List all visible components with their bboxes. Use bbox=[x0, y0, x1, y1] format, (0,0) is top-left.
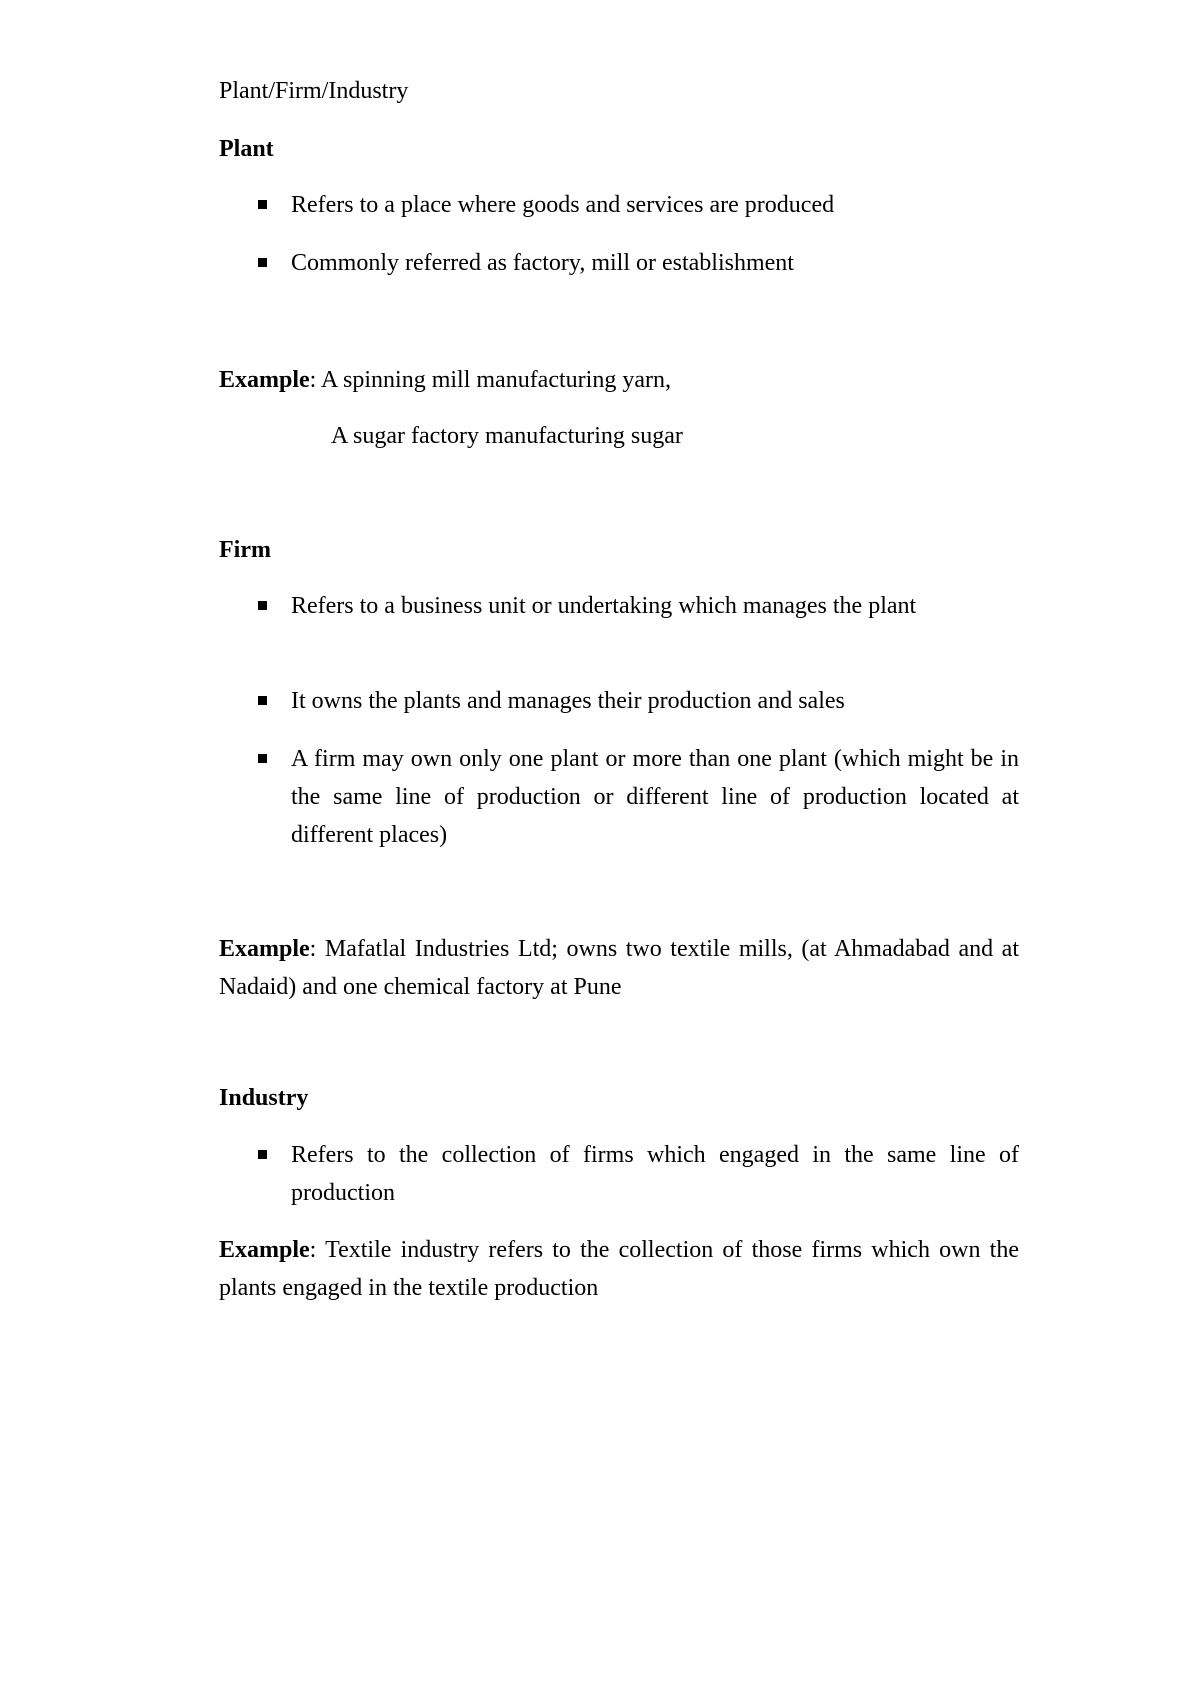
plant-example-line-1: : A spinning mill manufacturing yarn, bbox=[309, 367, 671, 393]
firm-bullet-1: Refers to a business unit or undertaking which manages the plant bbox=[291, 593, 917, 619]
plant-bullet-2: Commonly referred as factory, mill or establishment bbox=[291, 250, 794, 276]
bullet-marker bbox=[258, 1150, 267, 1159]
bullet-marker bbox=[258, 754, 267, 763]
industry-example bbox=[219, 1231, 1019, 1307]
firm-example bbox=[219, 930, 1019, 1006]
bullet-marker bbox=[258, 258, 267, 267]
firm-example-text: : Mafatlal Industries Ltd; owns two textile mills, (at Ahmadabad and at Nadaid) and one chemical factory at Pune bbox=[219, 936, 1019, 1000]
firm-bullet-2: It owns the plants and manages their production and sales bbox=[291, 688, 845, 714]
firm-heading: Firm bbox=[219, 537, 271, 563]
plant-example-line-2: A sugar factory manufacturing sugar bbox=[331, 423, 683, 449]
plant-example bbox=[219, 361, 671, 399]
document-title: Plant/Firm/Industry bbox=[219, 78, 409, 104]
industry-bullet-1: Refers to the collection of firms which engaged in the same line of production bbox=[291, 1142, 1019, 1206]
example-label: Example bbox=[219, 367, 310, 393]
bullet-marker bbox=[258, 200, 267, 209]
industry-example-text: : Textile industry refers to the collection of those firms which own the plants engaged in the textile production bbox=[219, 1237, 1019, 1301]
firm-bullet-3: A firm may own only one plant or more than one plant (which might be in the same line of production or different line of production located at different places) bbox=[291, 746, 1019, 848]
bullet-marker bbox=[258, 601, 267, 610]
plant-heading: Plant bbox=[219, 136, 274, 162]
example-label: Example bbox=[219, 936, 310, 962]
industry-heading: Industry bbox=[219, 1085, 309, 1111]
plant-bullet-1: Refers to a place where goods and services are produced bbox=[291, 192, 835, 218]
example-label: Example bbox=[219, 1237, 310, 1263]
bullet-marker bbox=[258, 696, 267, 705]
